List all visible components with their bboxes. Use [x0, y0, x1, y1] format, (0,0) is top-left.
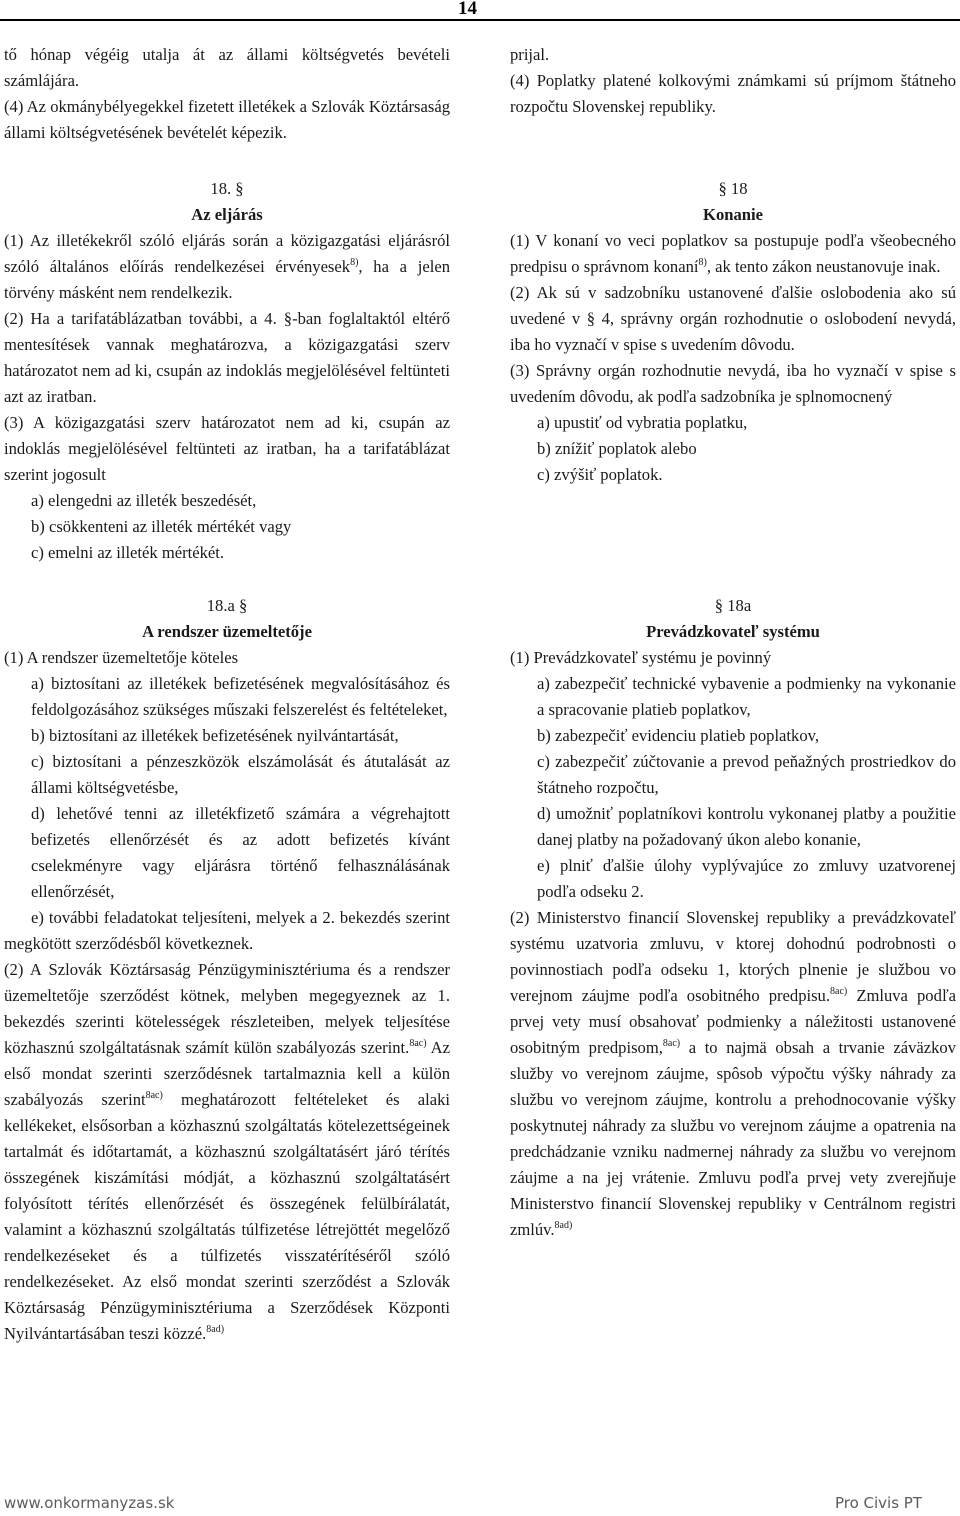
header-rule — [0, 19, 960, 21]
list-item: c) zabezpečiť zúčtovanie a prevod peňažných prostriedkov do štátneho rozpočtu, — [537, 752, 956, 797]
list-item: c) emelni az illeték mértékét. — [31, 543, 225, 562]
paragraph: (4) Poplatky platené kolkovými známkami sú príjmom štátneho rozpočtu Slovenskej republiky. — [510, 71, 956, 116]
section-number: § 18 — [718, 179, 748, 198]
paragraph: tő hónap végéig utalja át az állami költségvetés bevételi számlájára. — [4, 45, 450, 90]
top-right-block — [510, 42, 956, 120]
section-18a-sk — [510, 593, 956, 1243]
list-item: d) lehetővé tenni az illetékfizető számára a végrehajtott befizetés ellenőrzését és az adott befizetés kívánt cselekményre vagy eljárásra történő felhasználásának ellenőrzését, — [31, 804, 450, 901]
section-number: § 18a — [714, 596, 752, 615]
footer-brand: Pro Civis PT — [834, 1494, 922, 1512]
section-title: Prevádzkovateľ systému — [646, 622, 820, 641]
section-number: 18. § — [210, 179, 244, 198]
footer-website: www.onkormanyzas.sk — [4, 1494, 175, 1512]
list-item: e) további feladatokat teljesíteni, melyek a 2. bekezdés szerint megkötött szerződésből következnek. — [4, 908, 450, 953]
footnote-ref: 8ad) — [554, 1220, 573, 1231]
section-18-hu — [4, 176, 450, 566]
section-title: Konanie — [703, 205, 763, 224]
list-item: c) biztosítani a pénzeszközök elszámolását és átutalását az állami költségvetésbe, — [31, 752, 450, 797]
paragraph: (4) Az okmánybélyegekkel fizetett illetékek a Szlovák Köztársaság állami költségvetésének bevételét képezik. — [4, 97, 450, 142]
top-left-block — [4, 42, 450, 146]
footnote-ref: 8ac) — [145, 1090, 163, 1101]
list-item: b) znížiť poplatok alebo — [537, 439, 697, 458]
footnote-ref: 8ac) — [409, 1038, 427, 1049]
paragraph-1: (1) Az illetékekről szóló eljárás során a közigazgatási eljárásról szóló általános előírás rendelkezései érvényesek$^{8)}$, ha a jelen törvény másként nem rendelkezik. — [4, 231, 451, 302]
paragraph-2: (2) Ministerstvo financií Slovenskej republiky a prevádzkovateľ systému uzatvoria zmluvu, v ktorej dohodnú podrobnosti o povinnostiach podľa odseku 1, ktorých plnenie je službou vo verejnom záujme podľa osobitného predpisu.$^{8ac)}$ Zmluva podľa prvej vety musí obsahovať podmienky a náležitosti ustanovené osobitným predpisom,$^{8ac)}$ a to najmä obsah a trvanie záväzkov služby vo verejnom záujme, spôsob výpočtu výšky náhrady za službu vo verejnom záujme, kontrolu a prehodnocovanie výšky poskytnutej náhrady za službu vo verejnom záujme a opatrenia na predchádzanie vzniku nadmernej náhrady za službu vo verejnom záujme a na jej vrátenie. Zmluvu podľa prvej vety zverejňuje Ministerstvo financií Slovenskej republiky v Centrálnom registri zmlúv.$^{8ad)}$ — [510, 908, 957, 1239]
section-18-sk — [510, 176, 956, 488]
page-number: 14 — [458, 0, 477, 19]
paragraph-1: (1) A rendszer üzemeltetője köteles — [4, 648, 239, 667]
paragraph-1: (1) Prevádzkovateľ systému je povinný — [510, 648, 772, 667]
list-item: a) upustiť od vybratia poplatku, — [537, 413, 748, 432]
section-title: Az eljárás — [191, 205, 263, 224]
footnote-ref: 8ac) — [662, 1038, 681, 1049]
list-item: a) biztosítani az illetékek befizetésének megvalósításához és feldolgozásához szükséges műszaki felszerelést és feltételeket, — [31, 674, 450, 719]
list-item: a) zabezpečiť technické vybavenie a podmienky na vykonanie a spracovanie platieb poplatkov, — [537, 674, 956, 719]
paragraph-3: (3) A közigazgatási szerv határozatot nem ad ki, csupán az indoklás megjelölésével feltünteti az iratban, ha a tarifatáblázat szerint jogosult — [4, 413, 450, 484]
list-item: c) zvýšiť poplatok. — [537, 465, 663, 484]
section-18a-hu — [4, 593, 450, 1347]
footnote-ref: 8) — [698, 257, 707, 268]
page-footer — [0, 1494, 960, 1516]
footnote-ref: 8ad) — [206, 1324, 225, 1335]
paragraph-2: (2) A Szlovák Köztársaság Pénzügyminisztériuma és a rendszer üzemeltetője szerződést kötnek, melyben megegyeznek az 1. bekezdés szerinti kötelességek részleteiben, melyek teljesítése közhasznú szolgáltatásnak számít külön szabályozás szerint.$^{8ac)}$ Az első mondat szerinti szerződésnek tartalmaznia kell a külön szabályozás szerint$^{8ac)}$ meghatározott feltételeket és alaki kellékeket, elsősorban a közhasznú szolgáltatás kötelezettségeinek tartalmát és időtartamát, a közhasznú szolgáltatásért járó térítés összegének kiszámítási módját, a közhasznú szolgáltatásért folyósított térítés ellenőrzését és összegének felülbírálatát, valamint a közhasznú szolgáltatás túlfizetése létrejöttét megelőző rendelkezéseket és a túlfizetés visszatérítéséről szóló rendelkezéseket. Az első mondat szerinti szerződést a Szlovák Köztársaság Pénzügyminisztériuma a Szerződések Központi Nyilvántartásában teszi közzé.$^{8ad)}$ — [4, 960, 451, 1343]
list-item: b) biztosítani az illetékek befizetésének nyilvántartását, — [31, 726, 399, 745]
list-item: b) zabezpečiť evidenciu platieb poplatkov, — [537, 726, 819, 745]
list-item: b) csökkenteni az illeték mértékét vagy — [31, 517, 292, 536]
section-title: A rendszer üzemeltetője — [142, 622, 312, 641]
paragraph-3: (3) Správny orgán rozhodnutie nevydá, iba ho vyznačí v spise s uvedením dôvodu, ak podľa sadzobníka je splnomocnený — [510, 361, 956, 406]
list-item: e) plniť ďalšie úlohy vyplývajúce zo zmluvy uzatvorenej podľa odseku 2. — [537, 856, 956, 901]
footnote-ref: 8ac) — [830, 986, 848, 997]
paragraph: prijal. — [510, 45, 550, 64]
section-number: 18.a § — [206, 596, 248, 615]
list-item: d) umožniť poplatníkovi kontrolu vykonanej platby a použitie danej platby na požadovaný úkon alebo konanie, — [537, 804, 956, 849]
list-item: a) elengedni az illeték beszedését, — [31, 491, 257, 510]
paragraph-1: (1) V konaní vo veci poplatkov sa postupuje podľa všeobecného predpisu o správnom konaní$^{8)}$, ak tento zákon neustanovuje inak. — [510, 231, 956, 276]
paragraph-2: (2) Ha a tarifatáblázatban további, a 4. §-ban foglaltaktól eltérő mentesítések vannak meghatározva, a közigazgatási szerv határozatot nem ad ki, csupán az indoklás megjelölésével feltünteti azt az iratban. — [4, 309, 450, 406]
paragraph-2: (2) Ak sú v sadzobníku ustanovené ďalšie oslobodenia ako sú uvedené v § 4, správny orgán rozhodnutie o oslobodení nevydá, iba ho vyznačí v spise s uvedením dôvodu. — [510, 283, 956, 354]
footnote-ref: 8) — [350, 257, 359, 268]
